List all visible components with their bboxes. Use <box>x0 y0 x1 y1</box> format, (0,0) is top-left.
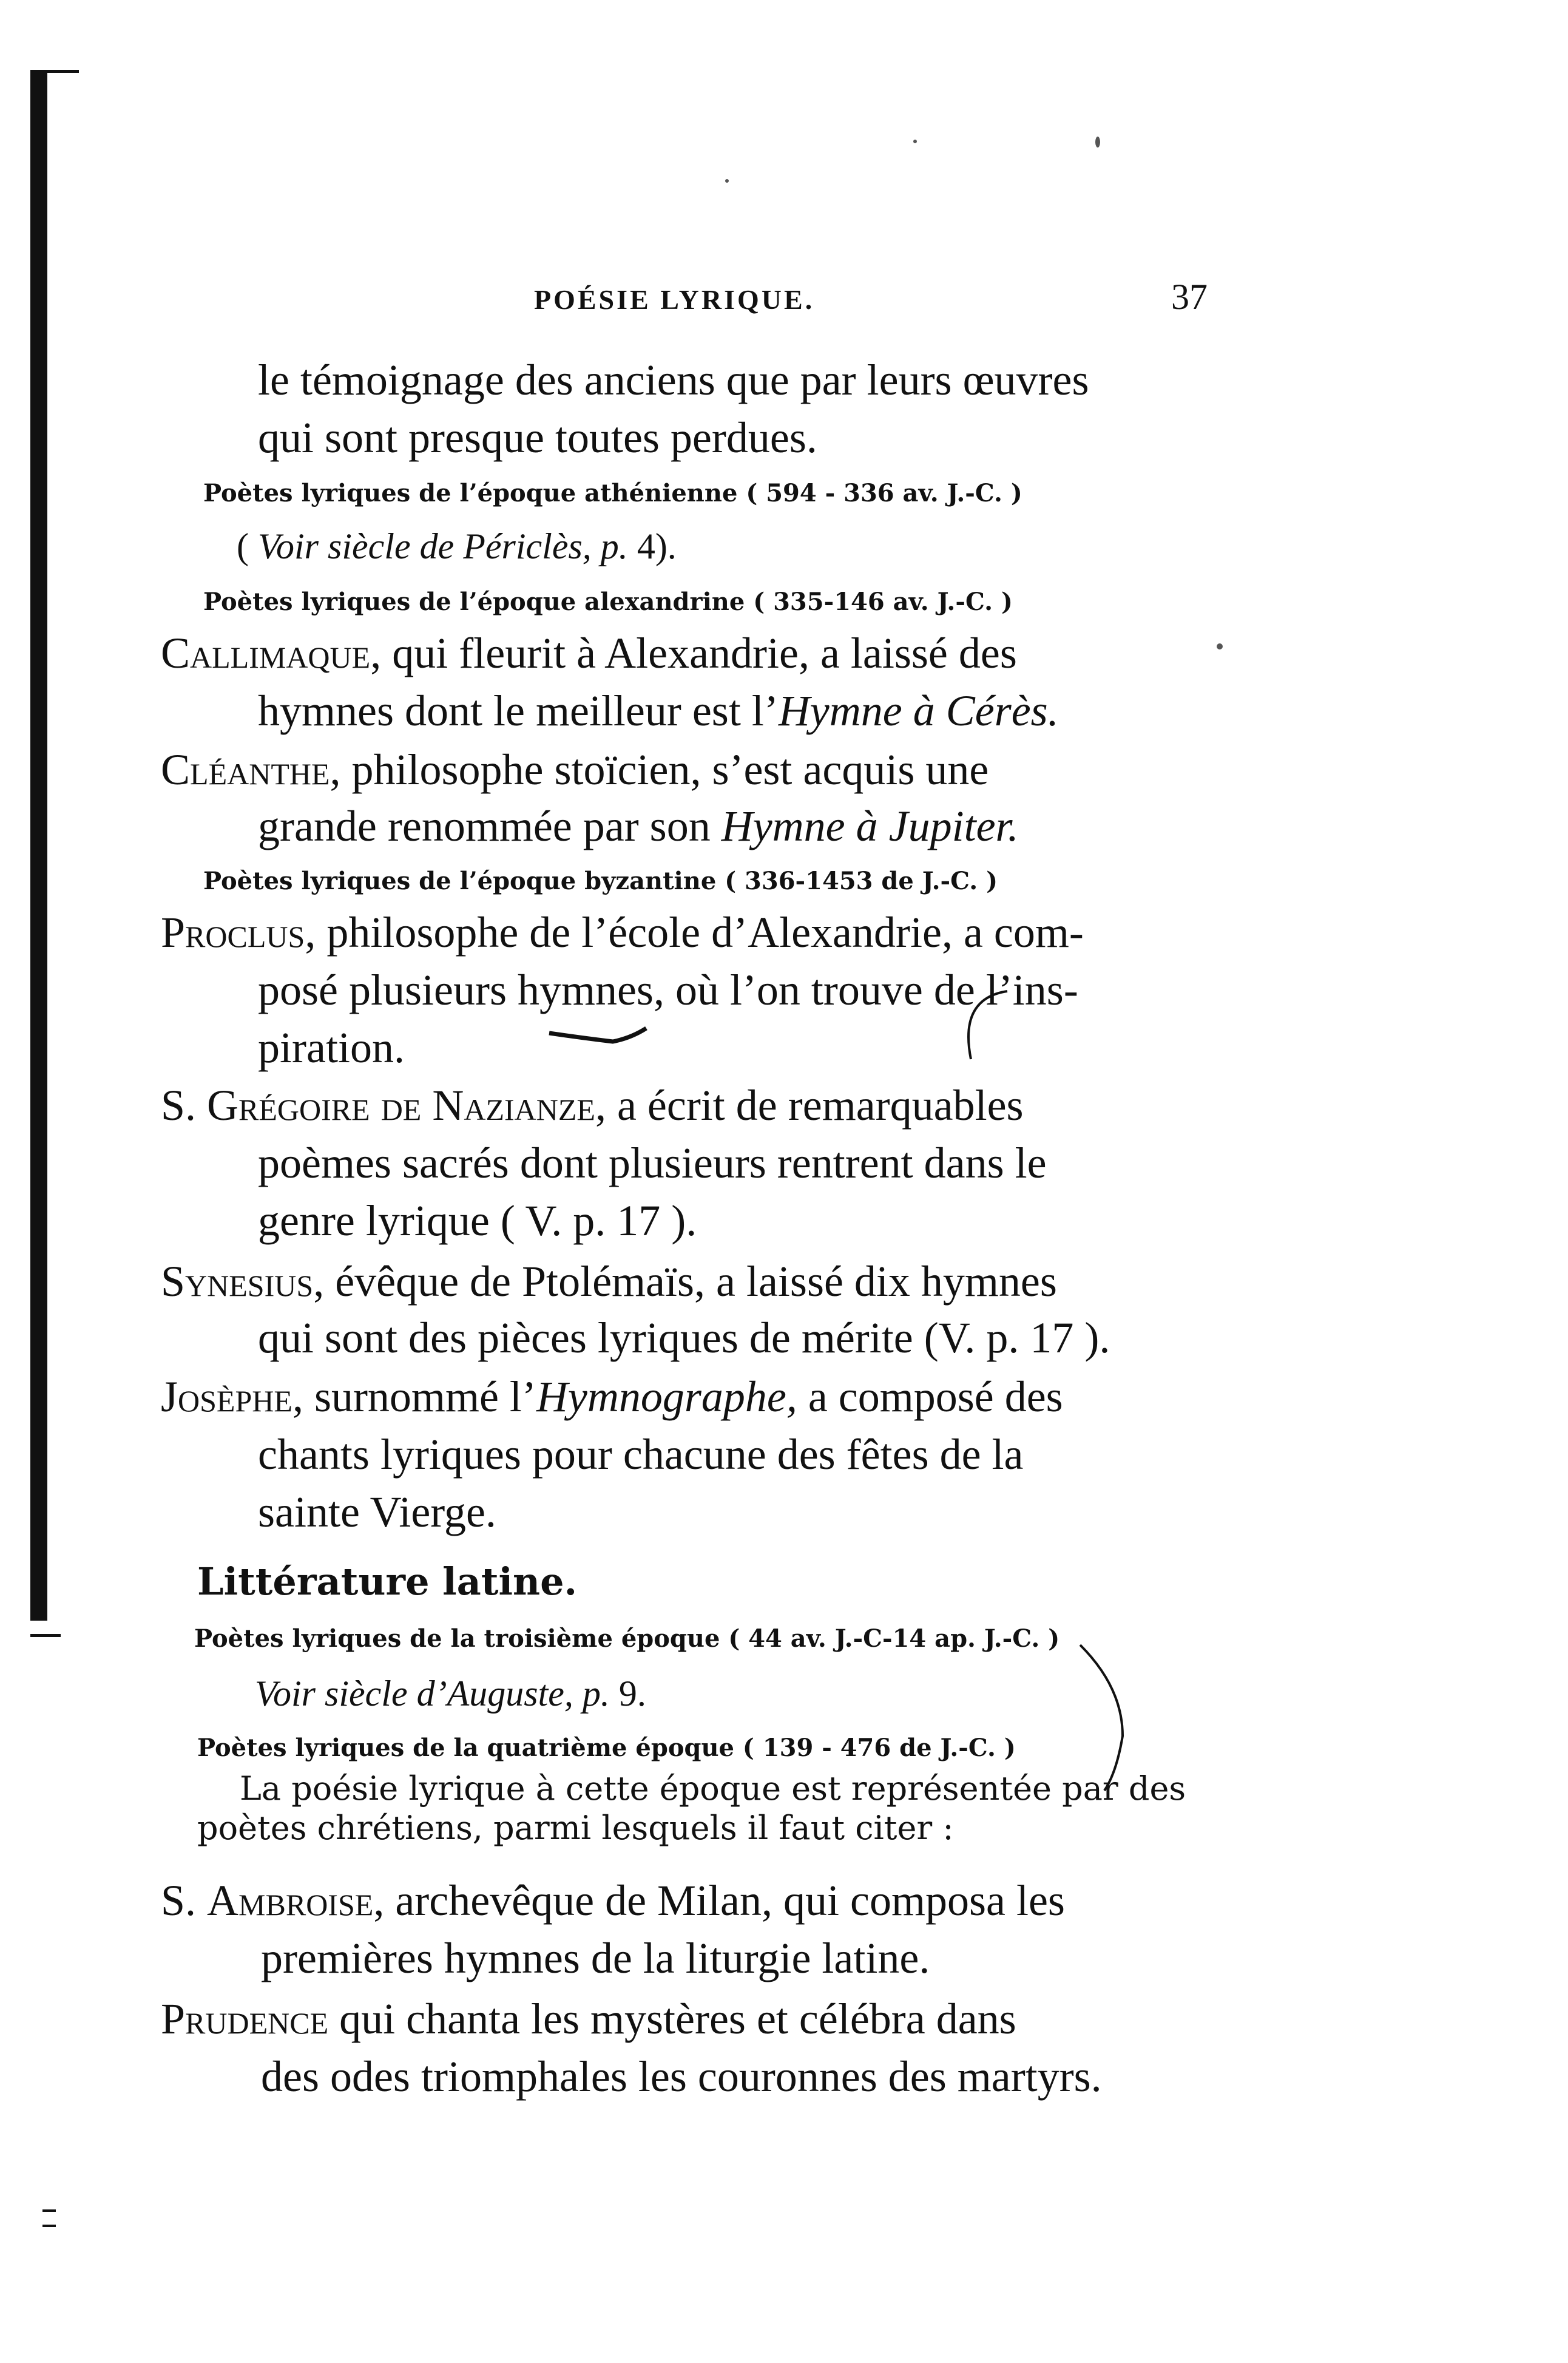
text-line: qui sont presque toutes perdues. <box>258 413 817 462</box>
section-heading: Littérature latine. <box>197 1559 578 1604</box>
text-line: premières hymnes de la liturgie latine. <box>261 1934 930 1982</box>
text-line: poèmes sacrés dont plusieurs rentrent dans le <box>258 1139 1047 1187</box>
running-head <box>0 276 1568 325</box>
scan-speck <box>1217 643 1223 649</box>
subheading: Poètes lyriques de l’époque alexandrine ( 335-146 av. J.-C. ) <box>203 588 1013 616</box>
prose-line: poètes chrétiens, parmi lesquels il faut citer : <box>197 1809 954 1847</box>
text-line: sainte Vierge. <box>258 1488 496 1536</box>
text-line: qui sont des pièces lyriques de mérite (V. p. 17 ). <box>258 1314 1110 1362</box>
entry-josephe: Josèphe, surnommé l’Hymnographe, a composé des <box>161 1372 1063 1421</box>
text-line: des odes triomphales les couronnes des martyrs. <box>261 2052 1102 2101</box>
entry-ambroise: S. Ambroise, archevêque de Milan, qui composa les <box>161 1876 1065 1925</box>
margin-dash-2 <box>42 2225 56 2227</box>
cross-reference: ( Voir siècle de Périclès, p. 4). <box>237 526 677 566</box>
scan-speck <box>913 140 917 143</box>
margin-tick-bottom <box>30 1634 61 1637</box>
pen-stroke <box>934 986 1032 1065</box>
entry-cleanthe: Cléanthe, philosophe stoïcien, s’est acquis une <box>161 745 989 794</box>
running-title: POÉSIE LYRIQUE. <box>534 284 815 315</box>
page-number: 37 <box>1171 277 1208 317</box>
subheading: Poètes lyriques de la troisième époque ( 44 av. J.-C-14 ap. J.-C. ) <box>194 1624 1060 1653</box>
text-line: grande renommée par son Hymne à Jupiter. <box>258 802 1019 850</box>
subheading: Poètes lyriques de l’époque athénienne ( 594 - 336 av. J.-C. ) <box>203 479 1022 507</box>
text-line: hymnes dont le meilleur est l’Hymne à Cérès. <box>258 687 1059 735</box>
margin-tick-top <box>30 70 79 73</box>
entry-callimaque: Callimaque, qui fleurit à Alexandrie, a laissé des <box>161 629 1017 677</box>
text-line: chants lyriques pour chacune des fêtes de la <box>258 1430 1024 1479</box>
prose-line: La poésie lyrique à cette époque est représentée par des <box>240 1769 1186 1808</box>
text-line: genre lyrique ( V. p. 17 ). <box>258 1196 697 1245</box>
subheading: Poètes lyriques de l’époque byzantine ( 336-1453 de J.-C. ) <box>203 867 998 895</box>
entry-gregoire: S. Grégoire de Nazianze, a écrit de remarquables <box>161 1081 1024 1130</box>
margin-dash-1 <box>42 2209 56 2212</box>
subheading: Poètes lyriques de la quatrième époque ( 139 - 476 de J.-C. ) <box>197 1734 1016 1762</box>
entry-synesius: Synesius, évêque de Ptolémaïs, a laissé dix hymnes <box>161 1257 1057 1306</box>
cross-reference: Voir siècle d’Auguste, p. 9. <box>255 1673 646 1714</box>
entry-proclus: Proclus, philosophe de l’école d’Alexandrie, a com- <box>161 908 1084 957</box>
text-line: le témoignage des anciens que par leurs œuvres <box>258 356 1089 404</box>
scan-speck <box>725 179 729 183</box>
text-line: piration. <box>258 1023 405 1072</box>
scan-speck <box>1095 137 1100 147</box>
pen-mark <box>546 1020 667 1056</box>
entry-prudence: Prudence qui chanta les mystères et célébra dans <box>161 1995 1016 2043</box>
text-line: posé plusieurs hymnes, où l’on trouve de l’ins- <box>258 966 1078 1014</box>
